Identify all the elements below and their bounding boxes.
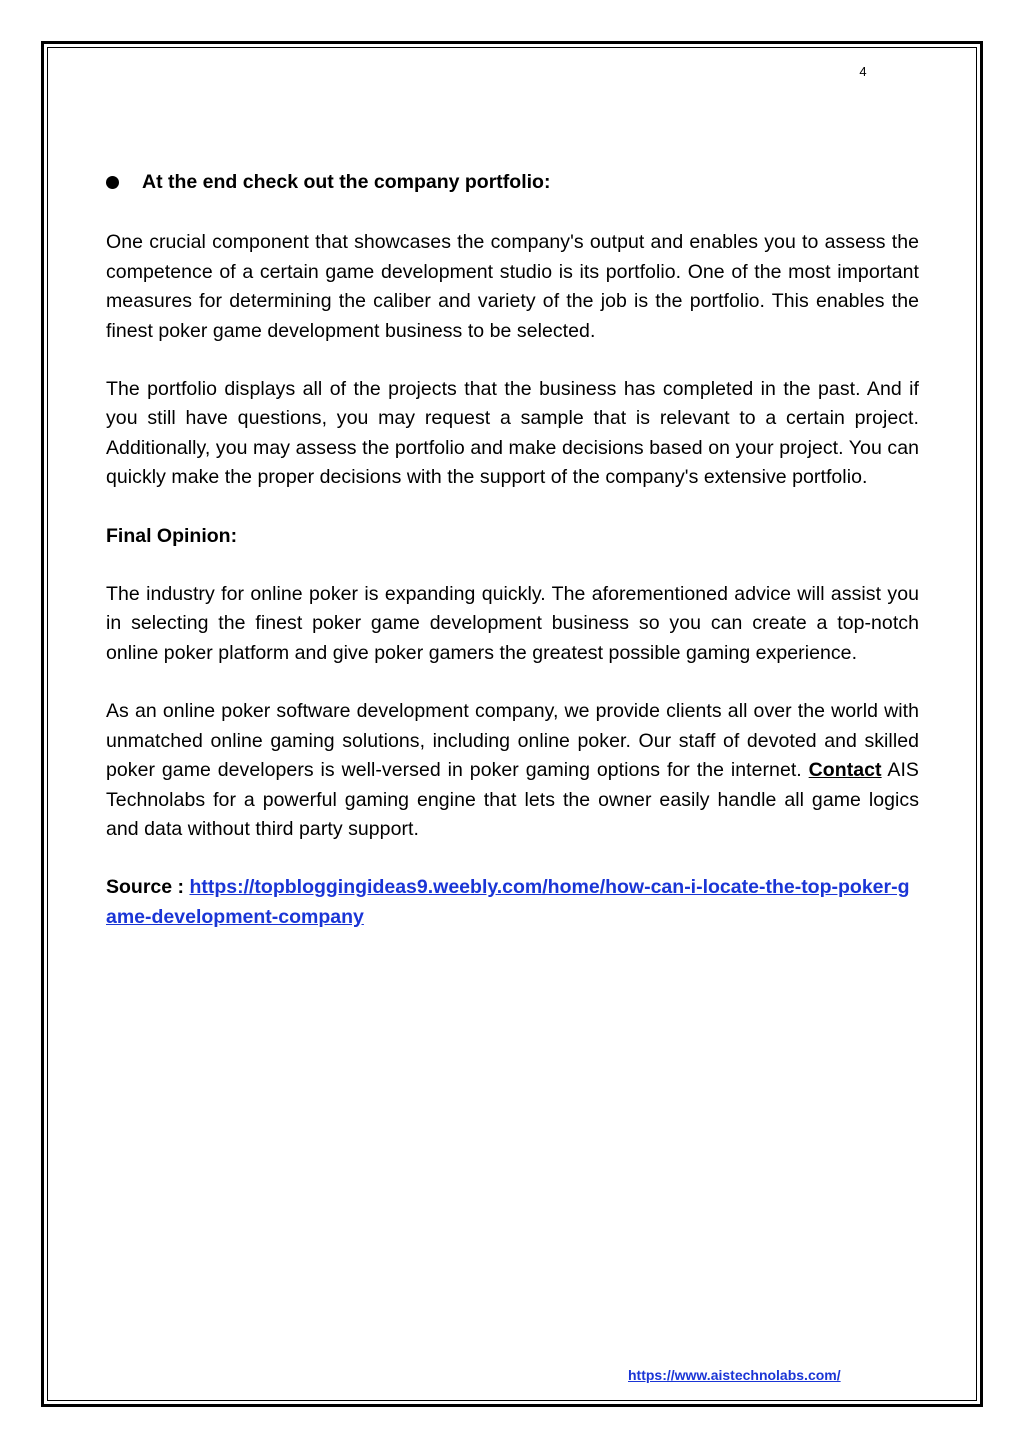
bullet-icon bbox=[106, 176, 119, 189]
paragraph-company-text-before: As an online poker software development company, we provide clients all over the world with unmatched online gaming solutions, including online poker. Our staff of devoted and skilled poker game developers is well-versed in poker gaming options for the internet. bbox=[106, 700, 919, 782]
paragraph-company-text-after: AIS Technolabs for a powerful gaming engine that lets the owner easily handle all game logics and data without third party support. bbox=[106, 759, 919, 840]
contact-link[interactable]: Contact bbox=[808, 759, 882, 782]
source-label: Source : bbox=[106, 876, 190, 899]
paragraph-company-contact bbox=[106, 697, 919, 844]
paragraph-industry: The industry for online poker is expanding quickly. The aforementioned advice will assist you in selecting the finest poker game development business so you can create a top-notch online poker platform and give poker gamers the greatest possible gaming experience. bbox=[106, 583, 919, 664]
paragraph-portfolio-importance: One crucial component that showcases the company's output and enables you to assess the competence of a certain game development studio is its portfolio. One of the most important measures for determining the caliber and variety of the job is the portfolio. This enables the finest poker game development business to be selected. bbox=[106, 231, 919, 342]
source-line bbox=[106, 873, 919, 932]
footer-website-link[interactable]: https://www.aistechnolabs.com/ bbox=[628, 1367, 841, 1383]
bullet-item bbox=[106, 168, 919, 197]
paragraph-portfolio-projects: The portfolio displays all of the projects that the business has completed in the past. And if you still have questions, you may request a sample that is relevant to a certain project. Additionally, you may assess the portfolio and make decisions based on your project. You can quickly make the proper decisions with the support of the company's extensive portfolio. bbox=[106, 378, 919, 489]
document-body bbox=[106, 168, 919, 932]
bullet-heading-text: At the end check out the company portfolio: bbox=[142, 171, 551, 193]
page-number: 4 bbox=[859, 64, 867, 79]
source-link[interactable]: https://topbloggingideas9.weebly.com/home/how-can-i-locate-the-top-poker-game-development-company bbox=[106, 876, 910, 928]
section-heading-final-opinion: Final Opinion: bbox=[106, 524, 238, 547]
